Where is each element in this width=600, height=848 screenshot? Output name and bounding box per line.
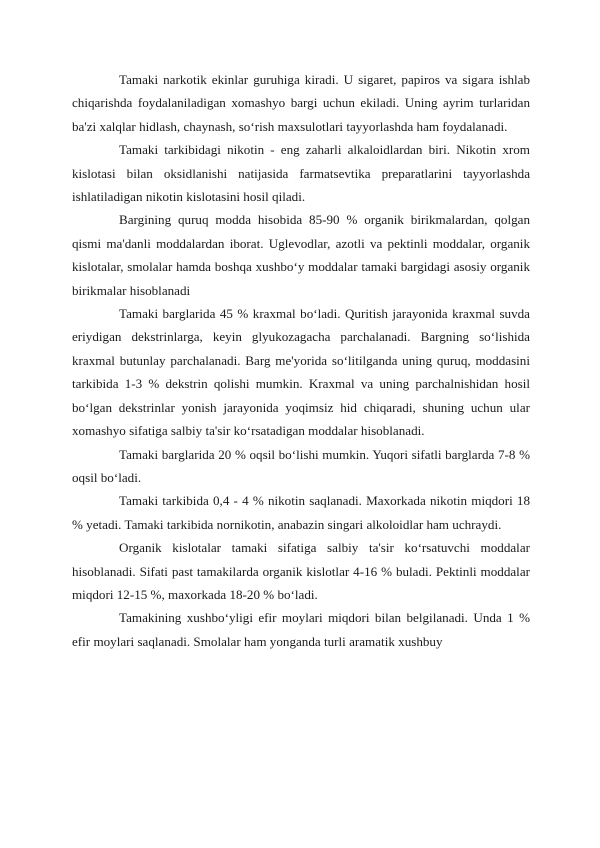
paragraph-nicotine: Tamaki tarkibidagi nikotin - eng zaharli alkaloidlardan biri. Nikotin xrom kislotasi bilan oksidlanishi natijasida farmatsevtika preparatlarini tayyorlashda ishlatiladigan nikotin kislotasini hosil qiladi. bbox=[72, 142, 530, 205]
paragraph-protein: Tamaki barglarida 20 % oqsil bo‘lishi mumkin. Yuqori sifatli barglarda 7-8 % oqsil bo‘ladi. bbox=[72, 446, 530, 485]
paragraph-nicotine-content: Tamaki tarkibida 0,4 - 4 % nikotin saqlanadi. Maxorkada nikotin miqdori 18 % yetadi. Tamaki tarkibida nornikotin, anabazin singari alkoloidlar ham uchraydi. bbox=[72, 493, 530, 532]
paragraph-tobacco-intro: Tamaki narkotik ekinlar guruhiga kiradi. U sigaret, papiros va sigara ishlab chiqarishda foydalaniladigan xomashyo bargi uchun ekiladi. Uning ayrim turlaridan ba'zi xalqlar hidlash, chaynash, so‘rish maxsulotlari tayyorlashda ham foydalanadi. bbox=[72, 72, 530, 134]
paragraph-organic-compounds: Bargining quruq modda hisobida 85-90 % organik birikmalardan, qolgan qismi ma'danli moddalardan iborat. Uglevodlar, azotli va pektinli moddalar, organik kislotalar, smolalar hamda boshqa xushbo‘y moddalar tamaki bargidagi asosiy organik birikmalar hisoblanadi bbox=[72, 212, 530, 298]
document-body bbox=[72, 68, 530, 653]
paragraph-organic-acids: Organik kislotalar tamaki sifatiga salbiy ta'sir ko‘rsatuvchi moddalar hisoblanadi. Sifati past tamakilarda organik kislotlar 4-16 % buladi. Pektinli moddalar miqdori 12-15 %, maxorkada 18-20 % bo‘ladi. bbox=[72, 540, 530, 602]
paragraph-starch: Tamaki barglarida 45 % kraxmal bo‘ladi. Quritish jarayonida kraxmal suvda eriydigan dekstrinlarga, keyin glyukozagacha parchalanadi. Bargning so‘lishida kraxmal butunlay parchalanadi. Barg me'yorida so‘litilganda uning quruq, moddasini tarkibida 1-3 % dekstrin qolishi mumkin. Kraxmal va uning parchalnishidan hosil bo‘lgan dekstrinlar yonish jarayonida yoqimsiz hid chiqaradi, shuning uchun ular xomashyo sifatiga salbiy ta'sir ko‘rsatadigan moddalar hisoblanadi. bbox=[72, 306, 530, 439]
paragraph-aroma: Tamakining xushbo‘yligi efir moylari miqdori bilan belgilanadi. Unda 1 % efir moylari saqlanadi. Smolalar ham yonganda turli aramatik xushbuy bbox=[72, 610, 530, 649]
